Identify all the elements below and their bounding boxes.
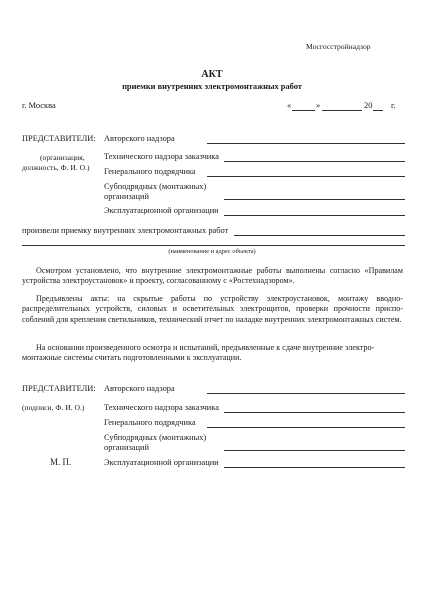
stamp-place: М. П.	[50, 457, 72, 467]
paragraph-3-line-1: На основании произведенного осмотра и испытаний, предъявленные к сдаче внутренние электро-	[36, 343, 375, 352]
reps2-line-sub	[224, 450, 405, 451]
reps2-item-exploit: Эксплуатационной организации	[104, 458, 219, 467]
date-year-suffix: г.	[391, 101, 396, 110]
reps2-line-exploit	[224, 467, 405, 468]
reps2-line-general	[207, 427, 405, 428]
reps1-item-exploit: Эксплуатационной организации	[104, 206, 219, 215]
reps2-line-author	[207, 393, 405, 394]
reps1-line-tech	[224, 161, 405, 162]
paragraph-1: Осмотром установлено, что внутренние электромонтажные работы выполнены согласно «Правилам устройства электроустановок» и проекту, согласованному с «Ростехнадзором».	[22, 266, 403, 286]
acceptance-text: произвели приемку внутренних электромонтажных работ	[22, 226, 229, 235]
city: г. Москва	[22, 101, 56, 110]
reps1-line-author	[207, 143, 405, 144]
reps2-item-author: Авторского надзора	[104, 384, 175, 393]
acceptance-line-2	[22, 245, 405, 246]
doc-subtitle: приемки внутренних электромонтажных работ	[122, 82, 302, 91]
reps2-item-general: Генерального подрядчика	[104, 418, 196, 427]
acceptance-caption: (наименование и адрес объекта)	[168, 248, 256, 255]
reps2-item-sub-2: организаций	[104, 443, 149, 452]
reps1-item-sub-1: Субподрядных (монтажных)	[104, 182, 207, 191]
date-close-quote: »	[316, 101, 321, 110]
reps1-item-sub-2: организаций	[104, 192, 149, 201]
reps1-item-general: Генерального подрядчика	[104, 167, 196, 176]
reps1-note-2: должность, Ф. И. О.)	[22, 163, 90, 172]
date-year-prefix: 20	[364, 101, 373, 110]
reps1-item-tech: Технического надзора заказчика	[104, 152, 219, 161]
date-open-quote: «	[287, 101, 292, 110]
reps1-line-sub	[224, 199, 405, 200]
reps1-note-1: (организация,	[40, 153, 85, 162]
reps2-item-tech: Технического надзора заказчика	[104, 403, 219, 412]
date-year-line	[373, 110, 383, 111]
date-month-line	[322, 110, 362, 111]
header-org: Мосгосстройнадзор	[306, 42, 371, 51]
doc-title: АКТ	[201, 69, 223, 80]
paragraph-3-line-2: монтажные системы считать подготовленными к эксплуатации.	[22, 353, 242, 362]
reps2-item-sub-1: Субподрядных (монтажных)	[104, 433, 207, 442]
reps1-label: ПРЕДСТАВИТЕЛИ:	[22, 134, 96, 143]
reps2-note: (подписи, Ф. И. О.)	[22, 403, 85, 412]
paragraph-2: Предъявлены акты: на скрытые работы по устройству электроустановок, монтажу вводно-распределительных устройств, силовых и осветительных электрощитов, проверки прочности приспособлений для крепления светильников, технический отчет по наладке внутренних электромонтажных систем.	[22, 294, 403, 324]
reps2-label: ПРЕДСТАВИТЕЛИ:	[22, 384, 96, 393]
reps1-line-general	[207, 176, 405, 177]
date-day-line	[292, 110, 315, 111]
reps1-line-exploit	[224, 215, 405, 216]
reps1-item-author: Авторского надзора	[104, 134, 175, 143]
reps2-line-tech	[224, 412, 405, 413]
acceptance-line-1	[234, 235, 405, 236]
